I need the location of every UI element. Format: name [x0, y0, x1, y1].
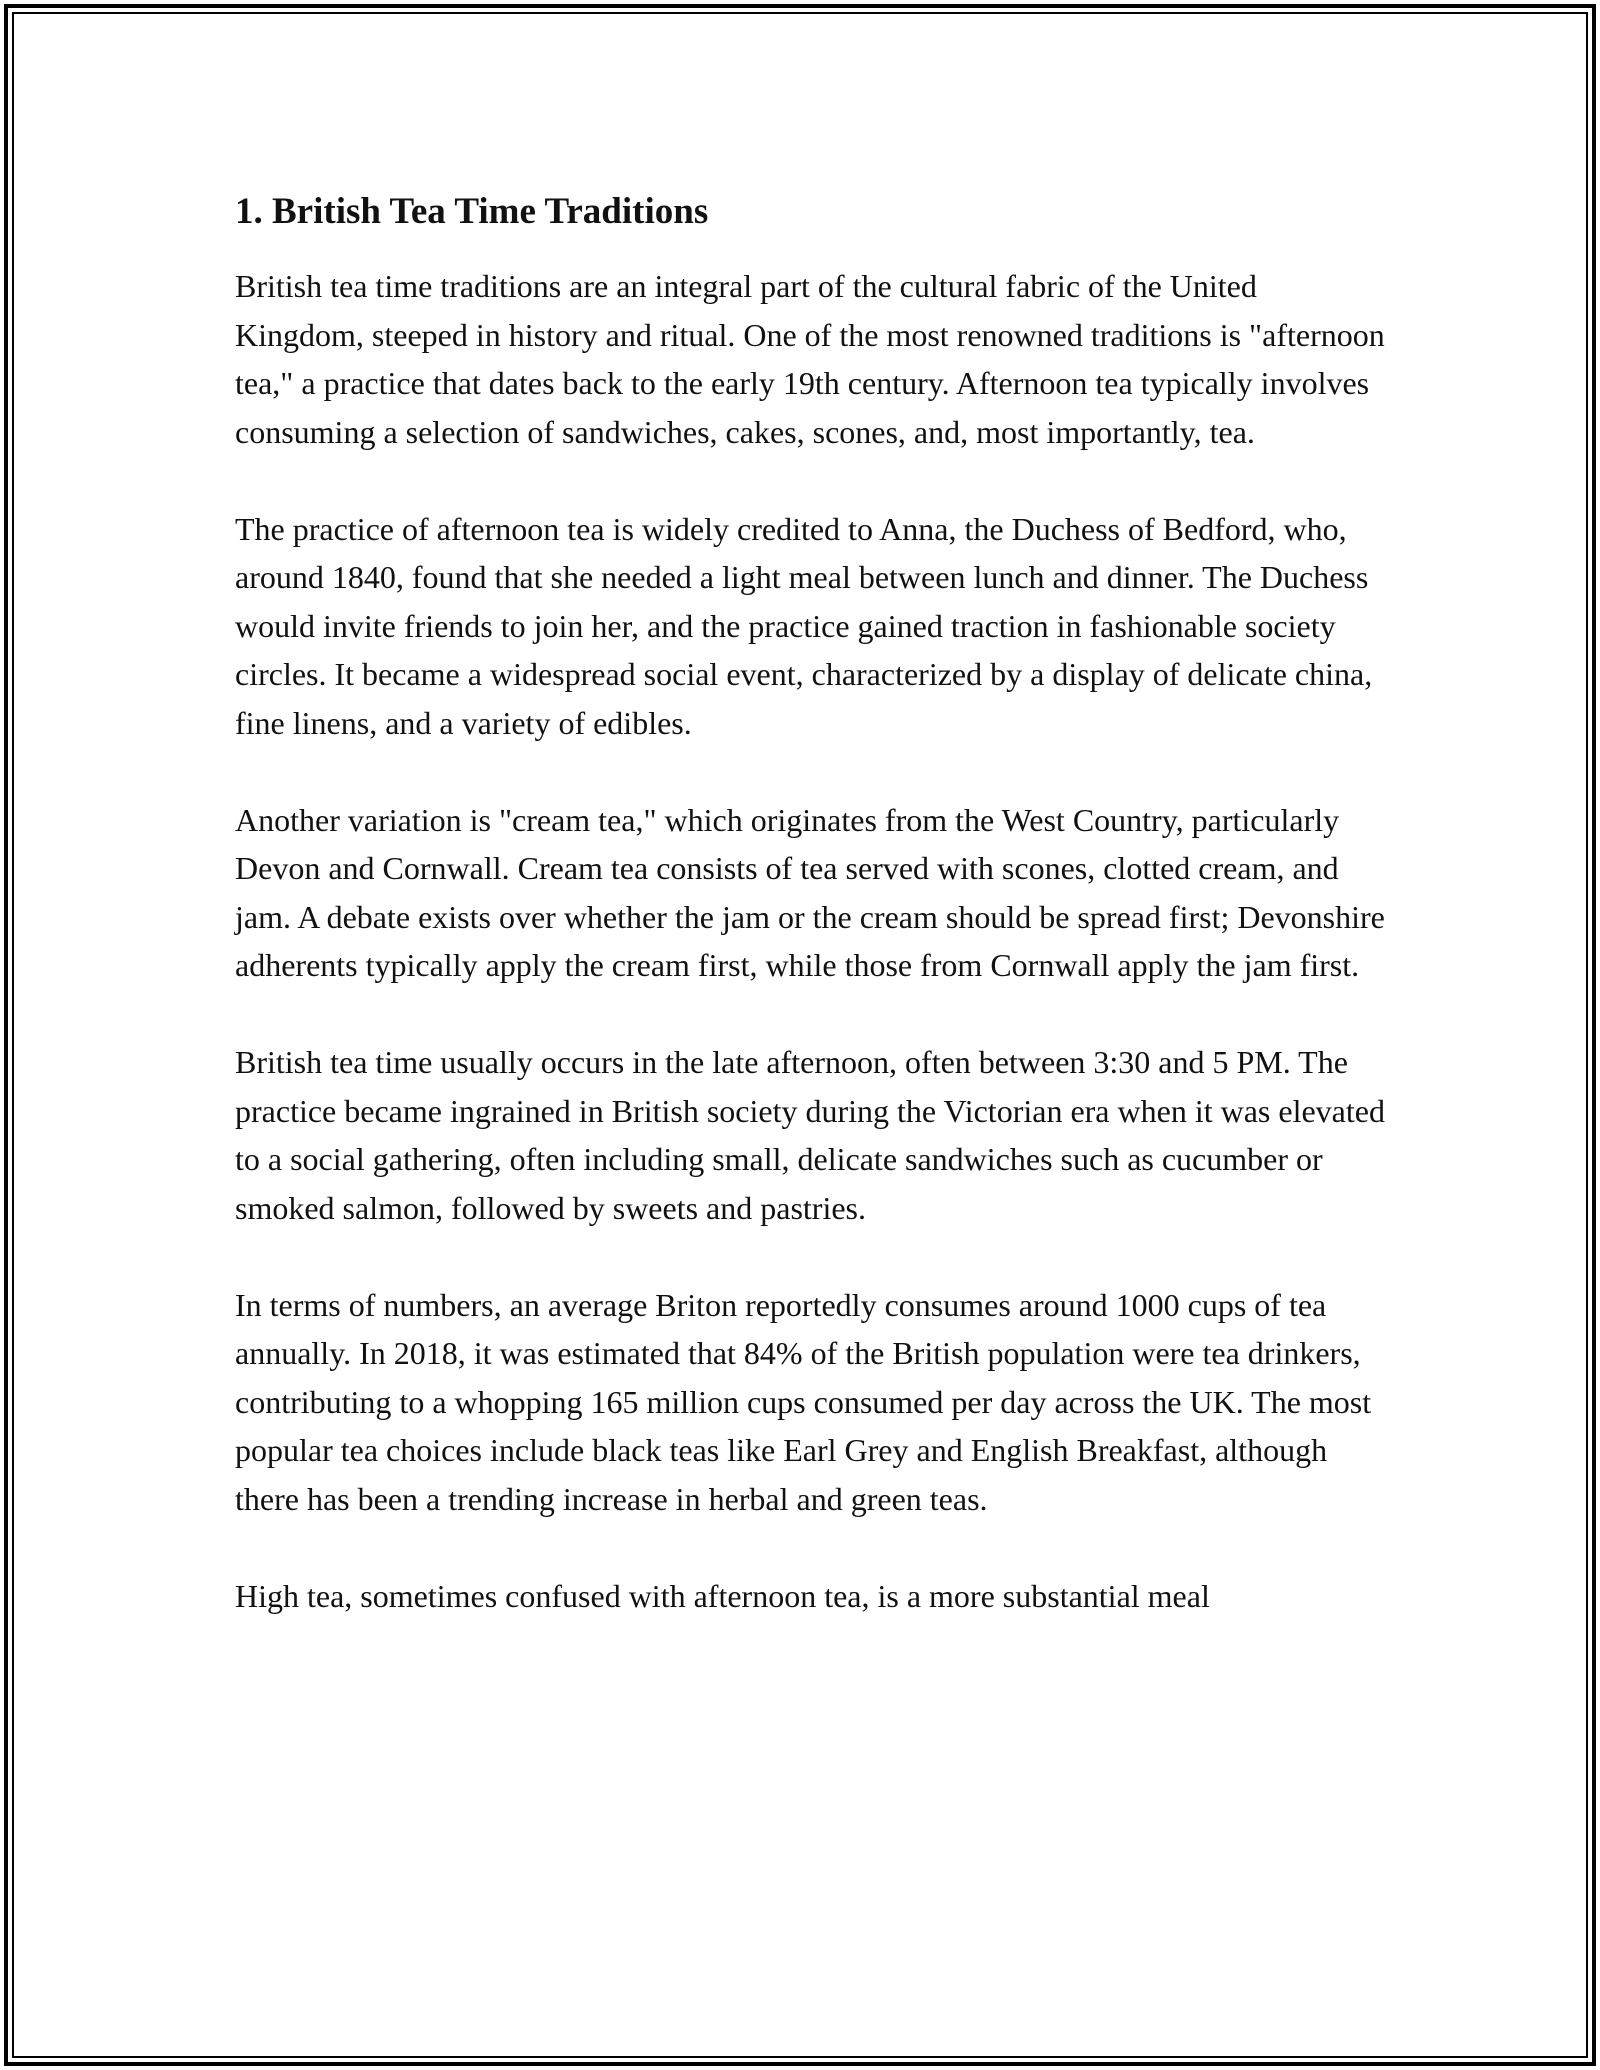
section-heading: 1. British Tea Time Traditions [235, 191, 709, 232]
paragraph-tea-statistics: In terms of numbers, an average Briton reportedly consumes around 1000 cups of tea annually. In 2018, it was estimated that 84% of the British population were tea drinkers, contributing to a whopping 165 million cups consumed per day across the UK. The most popular tea choices include black teas like Earl Grey and English Breakfast, although there has been a trending increase in herbal and green teas. [235, 1286, 1372, 1517]
paragraph-afternoon-tea-intro: British tea time traditions are an integral part of the cultural fabric of the United Kingdom, steeped in history and ritual. One of the most renowned traditions is "afternoon tea," a practice that dates back to the early 19th century. Afternoon tea typically involves consuming a selection of sandwiches, cakes, scones, and, most importantly, tea. [235, 268, 1385, 450]
paragraph-high-tea: High tea, sometimes confused with afternoon tea, is a more substantial meal [235, 1577, 1210, 1614]
document-body [235, 188, 1385, 1669]
paragraph-cream-tea: Another variation is "cream tea," which originates from the West Country, particularly Devon and Cornwall. Cream tea consists of tea served with scones, clotted cream, and jam. A debate exists over whether the jam or the cream should be spread first; Devonshire adherents typically apply the cream first, while those from Cornwall apply the jam first. [235, 801, 1385, 983]
paragraph-duchess-of-bedford: The practice of afternoon tea is widely credited to Anna, the Duchess of Bedford, who, around 1840, found that she needed a light meal between lunch and dinner. The Duchess would invite friends to join her, and the practice gained traction in fashionable society circles. It became a widespread social event, characterized by a display of delicate china, fine linens, and a variety of edibles. [235, 510, 1373, 741]
paragraph-tea-time-hours: British tea time usually occurs in the late afternoon, often between 3:30 and 5 PM. The practice became ingrained in British society during the Victorian era when it was elevated to a social gathering, often including small, delicate sandwiches such as cucumber or smoked salmon, followed by sweets and pastries. [235, 1044, 1385, 1226]
